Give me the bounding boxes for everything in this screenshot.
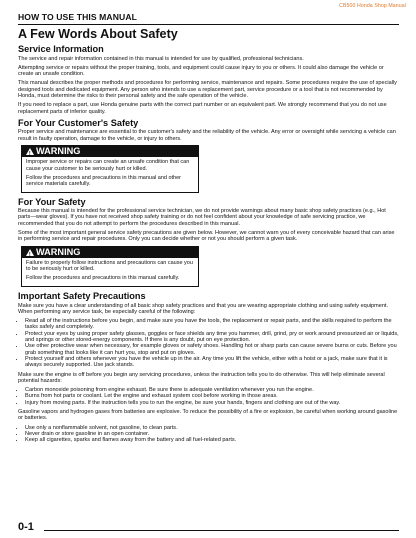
list-item: • Burns from hot parts or coolant. Let the engine and exhaust system cool before working in those areas.: [25, 393, 399, 399]
footer-divider: [44, 530, 399, 531]
service-info-heading: Service Information: [18, 44, 104, 54]
list-item: • Protect your eyes by using proper safety glasses, goggles or face shields any time you hammer, drill, grind, pry or work around pressurized air or liquids, and springs or other stored-energy components. If there is any doubt, put on eye protection.: [25, 331, 399, 344]
warning-body: [22, 258, 198, 286]
gasoline-paragraph: Gasoline vapors and hydrogen gases from batteries are explosive. To reduce the possibility of a fire or explosion, be careful when working around gasoline or batteries.: [18, 408, 398, 422]
list-item: • Never drain or store gasoline in an open container.: [25, 431, 399, 437]
precautions-intro: Make sure you have a clear understanding of all basic shop safety practices and that you are wearing appropriate clothing and using safety equipment. When performing any service task, be especially careful of the following:: [18, 302, 389, 315]
warning-text: Improper service or repairs can create an unsafe condition that can cause your customer to be seriously hurt or killed.: [26, 159, 190, 172]
section-header: HOW TO USE THIS MANUAL: [18, 12, 399, 25]
warning-text: Follow the procedures and precautions in this manual carefully.: [26, 275, 180, 282]
precautions-heading: Important Safety Precautions: [18, 291, 146, 302]
gasoline-list: [18, 425, 399, 444]
manual-page: [18, 12, 399, 446]
warning-header: [22, 247, 198, 258]
warning-label: WARNING: [36, 246, 81, 257]
warning-box: [21, 145, 199, 193]
list-item: • Read all of the instructions before you begin, and make sure you have the tools, the replacement or repair parts, and the skills required to perform the tasks safely and completely.: [25, 318, 399, 331]
list-item: • Use other protective wear when necessary, for example gloves or safety shoes. Handling hot or sharp parts can cause severe burns or cuts. Before you grab something that looks like it can hurt you, stop and put on gloves.: [25, 343, 399, 356]
warning-body: [22, 157, 198, 192]
precautions-list: [18, 318, 399, 368]
list-item: • Use only a nonflammable solvent, not gasoline, to clean parts.: [25, 425, 399, 431]
document-title: CB500 Honda Shop Manual: [339, 3, 406, 9]
your-safety-paragraph: Some of the most important general service safety precautions are given below. However, we cannot warn you of every conceivable hazard that can arise in performing service and repair procedures. Only you can decide whether or not you should perform a given task.: [18, 230, 395, 243]
warning-box: [21, 246, 199, 287]
page-number: 0-1: [18, 521, 34, 533]
warning-triangle-icon: !: [26, 249, 34, 256]
warning-label: WARNING: [36, 145, 81, 156]
service-info-paragraph: This manual describes the proper methods and procedures for performing service, maintenance and repairs. Some procedures require the use of specially designed tools and dedicated equipment. Any person who intends to use a replacement part, service procedure or a tool that is not recommended by Honda, must determine the risks to their personal safety and the safe operation of the vehicle.: [18, 80, 397, 99]
list-item: • Injury from moving parts. If the instruction tells you to run the engine, be sure your hands, fingers and clothing are out of the way.: [25, 400, 399, 406]
customer-safety-paragraph: Proper service and maintenance are essential to the customer's safety and the reliability of the vehicle. Any error or oversight while servicing a vehicle can result in faulty operation, damage to the vehicle, or injury to others.: [18, 129, 396, 142]
customer-safety-heading: For Your Customer's Safety: [18, 117, 139, 128]
page-title: A Few Words About Safety: [18, 27, 178, 41]
service-info-paragraph: If you need to replace a part, use Honda genuine parts with the correct part number or an equivalent part. We strongly recommend that you do not use replacement parts of inferior quality.: [18, 102, 387, 115]
engine-off-paragraph: Make sure the engine is off before you begin any servicing procedures, unless the instruction tells you to do otherwise. This will help eliminate several potential hazards:: [18, 371, 385, 384]
your-safety-heading: For Your Safety: [18, 196, 86, 207]
warning-text: Follow the procedures and precautions in this manual and other service materials carefully.: [26, 174, 182, 187]
warning-header: [22, 146, 198, 157]
warning-triangle-icon: !: [26, 148, 34, 155]
list-item: • Carbon monoxide poisoning from engine exhaust. Be sure there is adequate ventilation whenever you run the engine.: [25, 387, 399, 393]
service-info-paragraph: Attempting service or repairs without the proper training, tools, and equipment could cause injury to you or others. It could also damage the vehicle or create an unsafe condition.: [18, 64, 384, 78]
list-item: • Protect yourself and others whenever you have the vehicle up in the air. Any time you lift the vehicle, either with a hoist or a jack, make sure that it is always securely supported. Use jack stands.: [25, 356, 399, 369]
hazards-list: [18, 387, 399, 406]
your-safety-paragraph: Because this manual is intended for the professional service technician, we do not provide warnings about many basic shop safety practices (e.g., Hot parts—wear gloves). If you have not received shop safety training or do not feel confident about your knowledge of safe servicing practice, we recommended that you do not attempt to perform the procedures described in this manual.: [18, 208, 386, 227]
warning-text: Failure to properly follow instructions and precautions can cause you to be seriously hurt or killed.: [26, 260, 193, 273]
list-item: • Keep all cigarettes, sparks and flames away from the battery and all fuel-related parts.: [25, 437, 399, 443]
service-info-paragraph: The service and repair information contained in this manual is intended for use by qualified, professional technicians.: [18, 55, 304, 62]
